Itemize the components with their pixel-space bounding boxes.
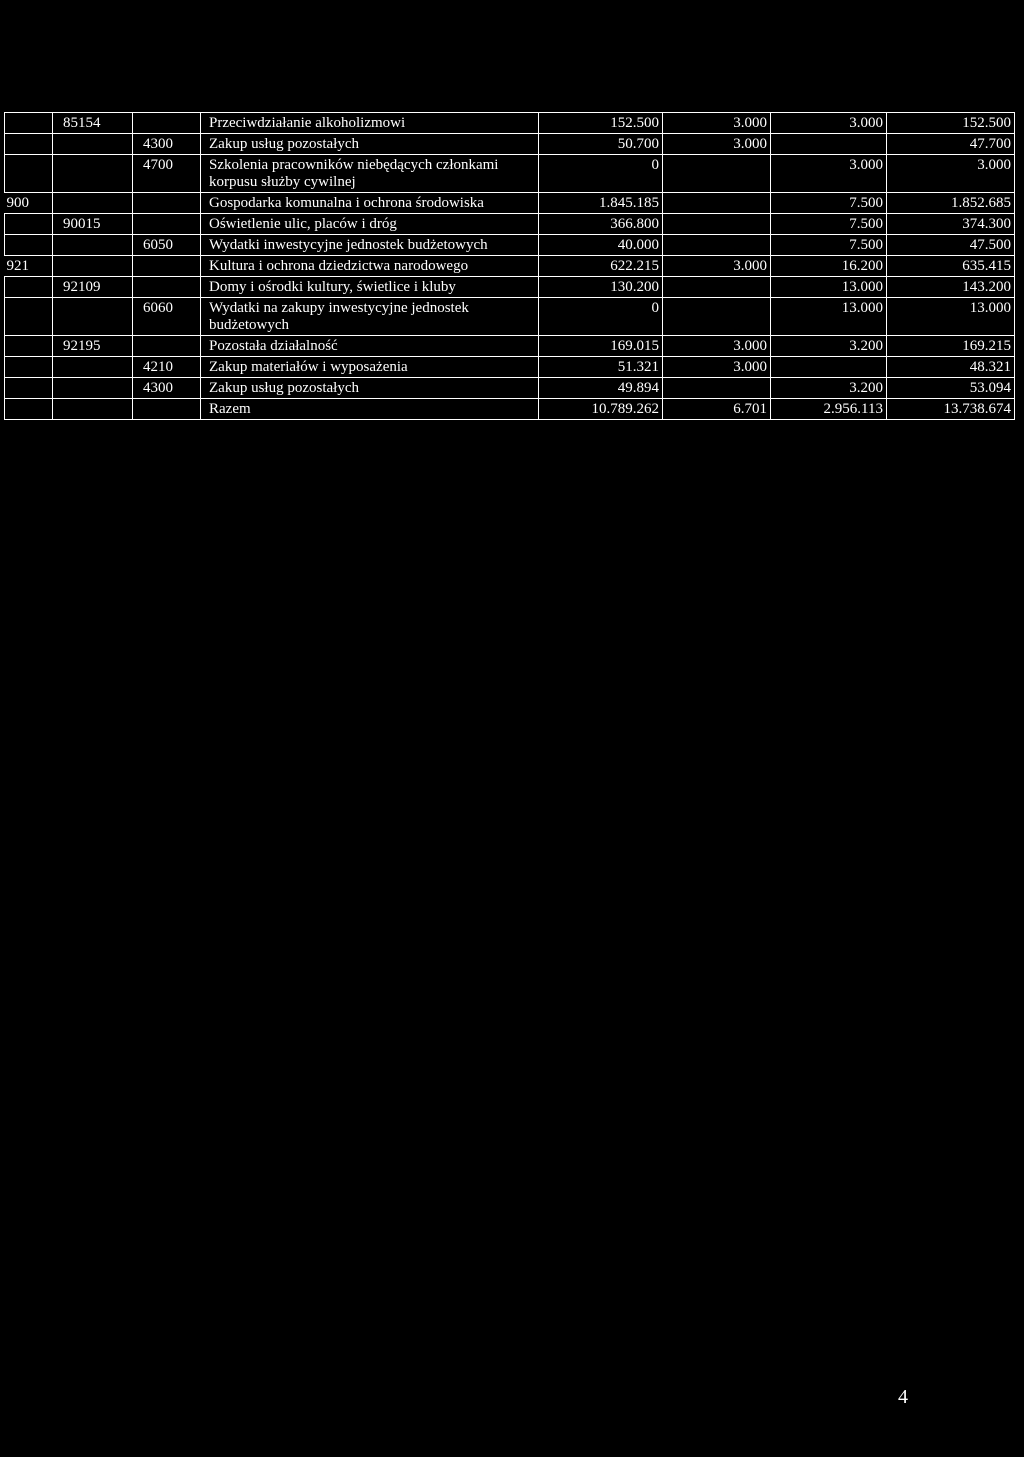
paragraf-cell	[133, 193, 201, 214]
table-row	[5, 155, 1015, 193]
rozdzial-cell	[53, 193, 133, 214]
table-body	[5, 113, 1015, 420]
dzial-cell	[5, 113, 53, 134]
value-increase-cell	[771, 134, 887, 155]
value-decrease-cell: 3.000	[663, 256, 771, 277]
value-after-cell: 635.415	[887, 256, 1015, 277]
table-row	[5, 378, 1015, 399]
name-cell: Zakup materiałów i wyposażenia	[201, 357, 539, 378]
total-label: Razem	[201, 399, 539, 420]
rozdzial-cell	[53, 235, 133, 256]
value-after-cell: 47.700	[887, 134, 1015, 155]
table-row	[5, 298, 1015, 336]
value-plan-cell: 0	[539, 298, 663, 336]
rozdzial-cell: 92195	[53, 336, 133, 357]
value-increase-cell	[771, 357, 887, 378]
dzial-cell: 921	[5, 256, 53, 277]
value-after-cell: 3.000	[887, 155, 1015, 193]
dzial-cell	[5, 214, 53, 235]
name-cell: Gospodarka komunalna i ochrona środowiska	[201, 193, 539, 214]
paragraf-cell	[133, 277, 201, 298]
paragraf-cell: 6060	[133, 298, 201, 336]
value-decrease-cell	[663, 277, 771, 298]
name-cell: Szkolenia pracowników niebędących członkami korpusu służby cywilnej	[201, 155, 539, 193]
value-increase-cell: 7.500	[771, 235, 887, 256]
value-plan-cell: 49.894	[539, 378, 663, 399]
rozdzial-cell: 85154	[53, 113, 133, 134]
value-plan-cell: 0	[539, 155, 663, 193]
value-after-cell: 13.000	[887, 298, 1015, 336]
value-plan-cell: 130.200	[539, 277, 663, 298]
value-after-cell: 53.094	[887, 378, 1015, 399]
table-row	[5, 134, 1015, 155]
rozdzial-cell	[53, 256, 133, 277]
value-decrease-cell	[663, 193, 771, 214]
total-increase-cell: 2.956.113	[771, 399, 887, 420]
value-after-cell: 169.215	[887, 336, 1015, 357]
total-after-cell: 13.738.674	[887, 399, 1015, 420]
value-decrease-cell	[663, 235, 771, 256]
rozdzial-cell: 90015	[53, 214, 133, 235]
value-increase-cell: 3.000	[771, 155, 887, 193]
paragraf-cell	[133, 214, 201, 235]
budget-table	[4, 112, 1015, 420]
value-decrease-cell	[663, 378, 771, 399]
rozdzial-cell	[53, 298, 133, 336]
value-decrease-cell	[663, 155, 771, 193]
dzial-cell	[5, 357, 53, 378]
dzial-cell	[5, 235, 53, 256]
paragraf-cell	[133, 256, 201, 277]
paragraf-cell: 6050	[133, 235, 201, 256]
value-decrease-cell	[663, 214, 771, 235]
name-cell: Domy i ośrodki kultury, świetlice i kluby	[201, 277, 539, 298]
value-plan-cell: 622.215	[539, 256, 663, 277]
value-increase-cell: 16.200	[771, 256, 887, 277]
dzial-cell	[5, 298, 53, 336]
value-plan-cell: 50.700	[539, 134, 663, 155]
value-plan-cell: 366.800	[539, 214, 663, 235]
name-cell: Kultura i ochrona dziedzictwa narodowego	[201, 256, 539, 277]
table-row	[5, 277, 1015, 298]
value-increase-cell: 13.000	[771, 277, 887, 298]
table-row	[5, 113, 1015, 134]
value-after-cell: 152.500	[887, 113, 1015, 134]
value-plan-cell: 1.845.185	[539, 193, 663, 214]
value-increase-cell: 7.500	[771, 214, 887, 235]
rozdzial-cell	[53, 378, 133, 399]
total-plan-cell: 10.789.262	[539, 399, 663, 420]
value-increase-cell: 3.200	[771, 378, 887, 399]
value-increase-cell: 7.500	[771, 193, 887, 214]
dzial-cell: 900	[5, 193, 53, 214]
value-after-cell: 48.321	[887, 357, 1015, 378]
value-increase-cell: 13.000	[771, 298, 887, 336]
total-row	[5, 399, 1015, 420]
name-cell: Pozostała działalność	[201, 336, 539, 357]
dzial-cell	[5, 399, 53, 420]
value-decrease-cell: 3.000	[663, 336, 771, 357]
table-row	[5, 336, 1015, 357]
name-cell: Zakup usług pozostałych	[201, 378, 539, 399]
paragraf-cell	[133, 113, 201, 134]
rozdzial-cell	[53, 155, 133, 193]
rozdzial-cell: 92109	[53, 277, 133, 298]
dzial-cell	[5, 277, 53, 298]
paragraf-cell: 4210	[133, 357, 201, 378]
rozdzial-cell	[53, 357, 133, 378]
table-row	[5, 357, 1015, 378]
name-cell: Zakup usług pozostałych	[201, 134, 539, 155]
paragraf-cell	[133, 399, 201, 420]
value-decrease-cell: 3.000	[663, 134, 771, 155]
dzial-cell	[5, 336, 53, 357]
table-row	[5, 256, 1015, 277]
page-number: 4	[898, 1386, 908, 1408]
table-row	[5, 193, 1015, 214]
value-increase-cell: 3.000	[771, 113, 887, 134]
value-plan-cell: 40.000	[539, 235, 663, 256]
name-cell: Oświetlenie ulic, placów i dróg	[201, 214, 539, 235]
value-decrease-cell: 3.000	[663, 113, 771, 134]
value-decrease-cell	[663, 298, 771, 336]
paragraf-cell: 4700	[133, 155, 201, 193]
name-cell: Wydatki na zakupy inwestycyjne jednostek budżetowych	[201, 298, 539, 336]
value-plan-cell: 51.321	[539, 357, 663, 378]
value-plan-cell: 169.015	[539, 336, 663, 357]
paragraf-cell	[133, 336, 201, 357]
dzial-cell	[5, 134, 53, 155]
value-after-cell: 143.200	[887, 277, 1015, 298]
dzial-cell	[5, 155, 53, 193]
value-after-cell: 1.852.685	[887, 193, 1015, 214]
total-decrease-cell: 6.701	[663, 399, 771, 420]
dzial-cell	[5, 378, 53, 399]
name-cell: Przeciwdziałanie alkoholizmowi	[201, 113, 539, 134]
value-after-cell: 47.500	[887, 235, 1015, 256]
name-cell: Wydatki inwestycyjne jednostek budżetowych	[201, 235, 539, 256]
table-row	[5, 214, 1015, 235]
paragraf-cell: 4300	[133, 378, 201, 399]
value-after-cell: 374.300	[887, 214, 1015, 235]
table-row	[5, 235, 1015, 256]
value-increase-cell: 3.200	[771, 336, 887, 357]
value-decrease-cell: 3.000	[663, 357, 771, 378]
rozdzial-cell	[53, 134, 133, 155]
value-plan-cell: 152.500	[539, 113, 663, 134]
rozdzial-cell	[53, 399, 133, 420]
paragraf-cell: 4300	[133, 134, 201, 155]
